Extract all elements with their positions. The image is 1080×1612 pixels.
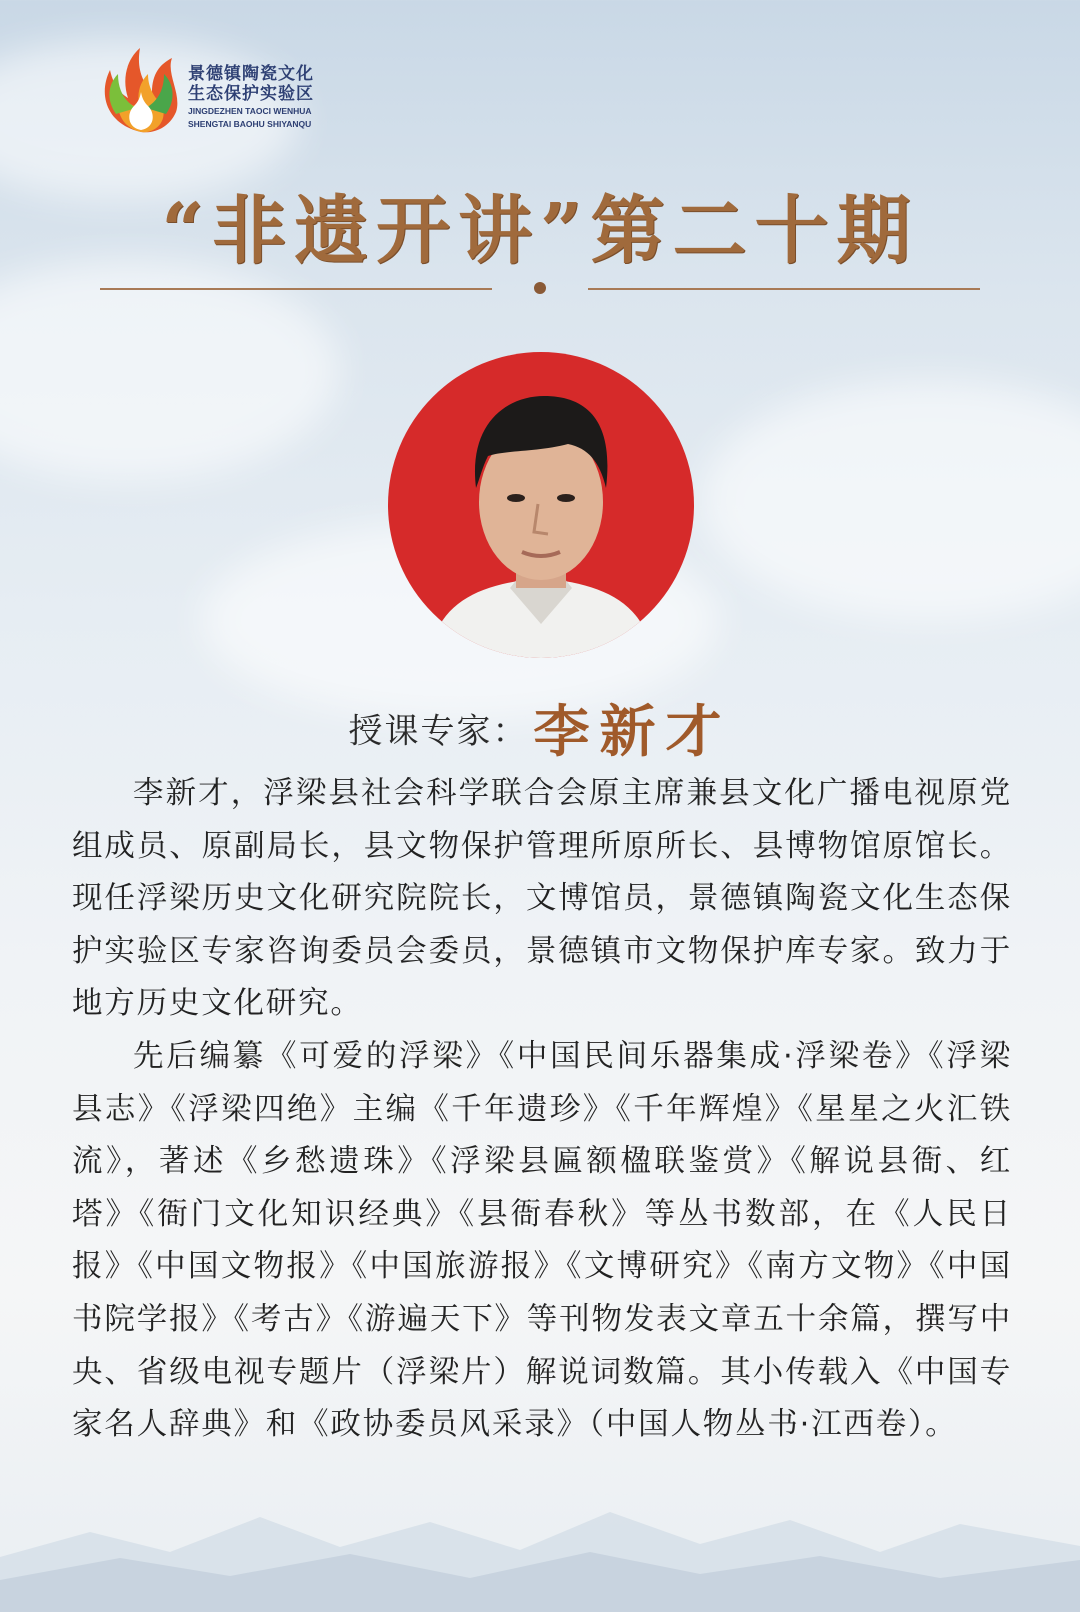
expert-portrait <box>388 352 694 658</box>
title-divider-left <box>100 288 492 290</box>
logo-name-cn-1: 景德镇陶瓷文化 <box>188 64 314 84</box>
expert-label: 授课专家： <box>348 711 529 752</box>
logo-name-en-1: JINGDEZHEN TAOCI WENHUA <box>188 106 312 116</box>
background-cloud <box>700 380 1080 620</box>
mountain-backdrop <box>0 1462 1080 1612</box>
logo-name-en-2: SHENGTAI BAOHU SHIYANQU <box>188 119 312 129</box>
portrait-person-icon <box>388 352 694 658</box>
logo-text <box>188 64 314 130</box>
expert-bio <box>72 768 1012 1452</box>
expert-line <box>0 688 1080 768</box>
expert-name: 李新才 <box>533 699 732 765</box>
page-title: “非遗开讲”第二十期 <box>161 188 919 274</box>
background-cloud <box>0 260 340 480</box>
bio-paragraph-1: 李新才，浮梁县社会科学联合会原主席兼县文化广播电视原党组成员、原副局长，县文物保护管理所原所长、县博物馆原馆长。现任浮梁历史文化研究院院长，文博馆员，景德镇陶瓷文化生态保护实验区专家咨询委员会委员，景德镇市文物保护库专家。致力于地方历史文化研究。 <box>72 776 1012 1022</box>
title-divider-right <box>588 288 980 290</box>
logo <box>96 44 356 136</box>
title-divider-dot <box>534 282 546 294</box>
flame-logo-icon <box>96 44 186 136</box>
logo-name-cn-2: 生态保护实验区 <box>188 84 314 104</box>
bio-paragraph-2: 先后编纂《可爱的浮梁》《中国民间乐器集成·浮梁卷》《浮梁县志》《浮梁四绝》主编《千年遗珍》《千年辉煌》《星星之火汇铁流》，著述《乡愁遗珠》《浮梁县匾额楹联鉴赏》《解说县衙、红塔》《衙门文化知识经典》《县衙春秋》等丛书数部，在《人民日报》《中国文物报》《中国旅游报》《文博研究》《南方文物》《中国书院学报》《考古》《游遍天下》等刊物发表文章五十余篇，撰写中央、省级电视专题片（浮梁片）解说词数篇。其小传载入《中国专家名人辞典》和《政协委员风采录》（中国人物丛书·江西卷）。 <box>72 1038 1012 1443</box>
